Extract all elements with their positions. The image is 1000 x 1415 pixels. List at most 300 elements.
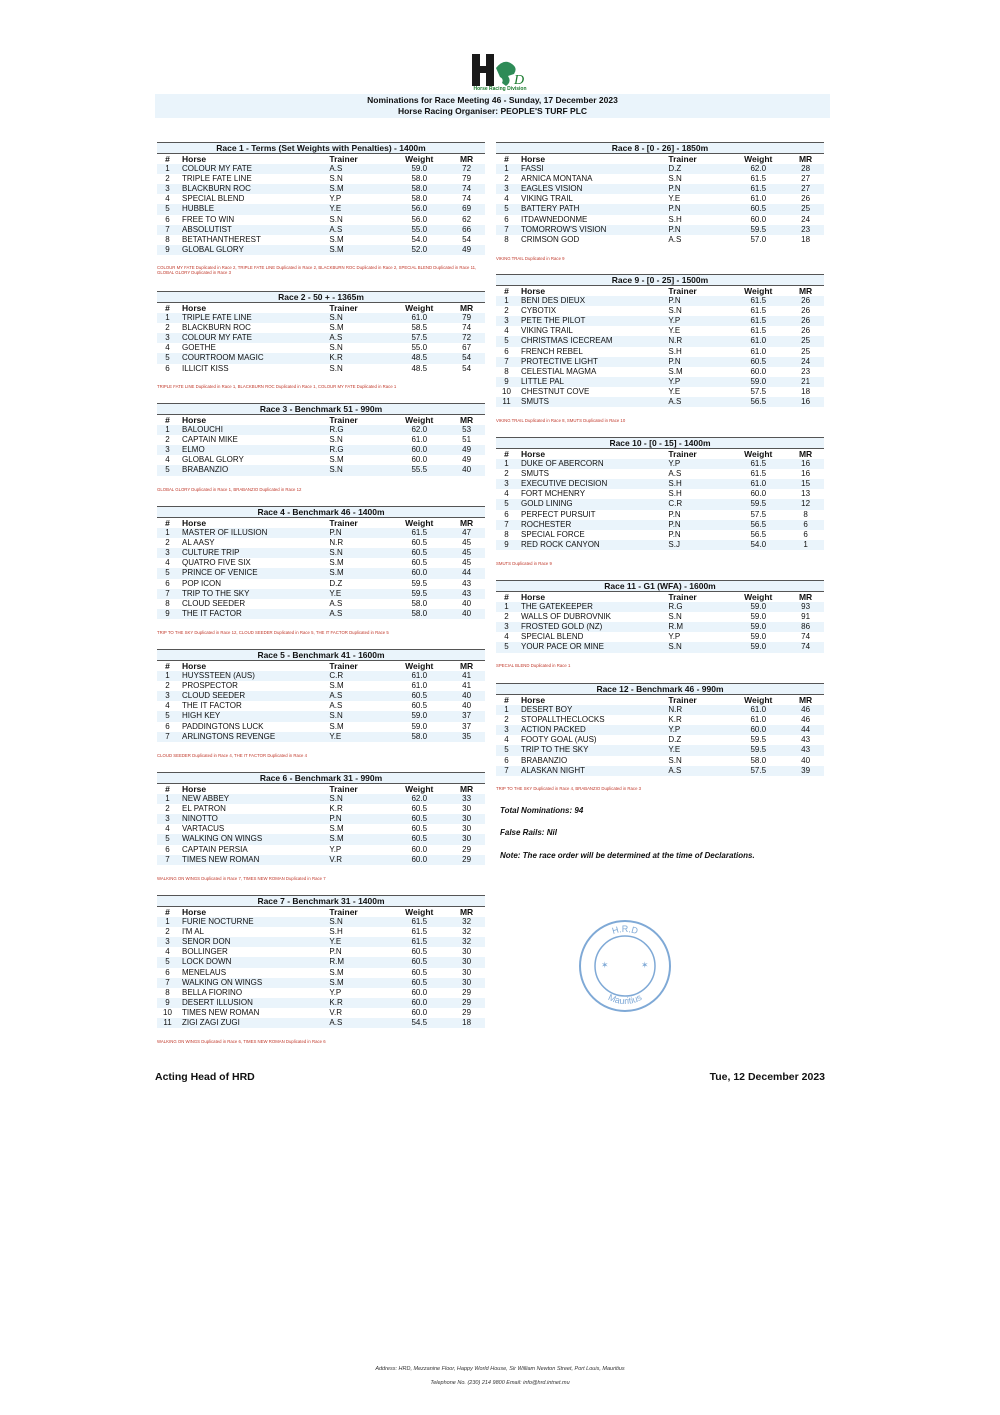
horse-name: FREE TO WIN — [182, 214, 235, 224]
horse-name: TRIPLE FATE LINE — [182, 174, 252, 184]
horse-name: COLOUR MY FATE — [178, 333, 329, 343]
mr: 15 — [787, 479, 824, 489]
entry-number: 4 — [165, 947, 170, 957]
column-header: Trainer — [329, 518, 358, 528]
entry-number: 9 — [496, 377, 517, 387]
trainer: A.S — [329, 609, 390, 619]
horse-name: DESERT BOY — [517, 705, 668, 715]
table-row — [157, 917, 485, 927]
entry-number: 2 — [165, 323, 170, 333]
duplicate-note: TRIPLE FATE LINE Duplicated in Race 1, BLACKBURN ROC Duplicated in Race 1, COLOUR MY FATE Duplicated in Race 1 — [157, 384, 397, 389]
horse-name: FASSI — [517, 164, 668, 174]
table-row — [157, 824, 485, 834]
weight: 60.5 — [411, 967, 428, 977]
column-header-row — [496, 449, 824, 459]
column-header: MR — [459, 154, 474, 164]
column-header-row — [157, 907, 485, 917]
mr: 44 — [448, 568, 485, 578]
trainer: K.R — [329, 804, 343, 814]
horse-name: ALASKAN NIGHT — [517, 766, 668, 776]
horse-name: VIKING TRAIL — [521, 194, 573, 204]
mr: 26 — [787, 296, 824, 306]
mr: 37 — [462, 721, 472, 731]
column-header: MR — [798, 695, 813, 705]
column-header: Horse — [521, 286, 546, 296]
weight: 59.0 — [390, 164, 448, 174]
entry-number: 1 — [157, 313, 178, 323]
horse-name: VARTACUS — [182, 824, 225, 834]
mr: 25 — [801, 346, 811, 356]
horse-name: EXECUTIVE DECISION — [517, 479, 668, 489]
table-row — [157, 609, 485, 619]
table-row — [496, 204, 824, 214]
mr: 39 — [787, 766, 824, 776]
entry-number: 1 — [496, 602, 517, 612]
trainer: Y.P — [668, 632, 681, 642]
horse-name: ELMO — [178, 445, 329, 455]
horse-name: MASTER OF ILLUSION — [178, 528, 329, 538]
trainer: P.N — [668, 509, 681, 519]
horse-name: DUKE OF ABERCORN — [517, 459, 668, 469]
trainer: A.S — [329, 691, 390, 701]
horse-name: QUATRO FIVE SIX — [182, 558, 251, 568]
duplicate-note: VIKING TRAIL Duplicated in Race 9 — [496, 256, 565, 261]
weight: 56.5 — [750, 529, 767, 539]
mr: 21 — [787, 377, 824, 387]
table-row — [157, 194, 485, 204]
weight: 60.5 — [390, 814, 448, 824]
trainer: S.J — [668, 540, 729, 550]
entry-number: 3 — [496, 725, 517, 735]
column-header-row — [157, 154, 485, 164]
trainer: Y.E — [329, 732, 390, 742]
entry-number: 8 — [504, 234, 509, 244]
mr: 43 — [462, 578, 472, 588]
horse-name: TOMORROW'S VISION — [517, 225, 668, 235]
trainer: S.N — [668, 642, 729, 652]
trainer: P.N — [668, 184, 729, 194]
mr: 53 — [448, 425, 485, 435]
mr: 51 — [462, 435, 472, 445]
entry-number: 3 — [157, 548, 178, 558]
entry-number: 9 — [496, 540, 517, 550]
horse-name: WALLS OF DUBROVNIK — [521, 612, 611, 622]
mr: 1 — [787, 540, 824, 550]
column-header: Horse — [521, 695, 546, 705]
entry-number: 3 — [157, 937, 178, 947]
hrd-stamp — [577, 918, 673, 1014]
trainer: C.R — [668, 499, 729, 509]
mr: 41 — [462, 681, 472, 691]
mr: 29 — [462, 1007, 472, 1017]
mr: 26 — [801, 326, 811, 336]
mr: 29 — [462, 987, 472, 997]
weight: 60.0 — [411, 987, 428, 997]
column-header: Weight — [405, 303, 434, 313]
mr: 49 — [448, 245, 485, 255]
horse-name: YOUR PACE OR MINE — [517, 642, 668, 652]
weight: 61.0 — [750, 715, 767, 725]
weight: 61.5 — [729, 459, 787, 469]
weight: 54.5 — [390, 1018, 448, 1028]
trainer: Y.E — [329, 589, 390, 599]
column-header: Trainer — [329, 154, 358, 164]
trainer: D.Z — [329, 578, 343, 588]
duplicate-note: CLOUD SEEDER Duplicated in Race 4, THE IT FACTOR Duplicated in Race 4 — [157, 753, 307, 758]
trainer: K.R — [329, 998, 390, 1008]
stamp-top-text: H.R.D — [610, 924, 640, 936]
entry-number: 7 — [157, 732, 178, 742]
trainer: Y.P — [329, 194, 342, 204]
weight: 61.0 — [729, 705, 787, 715]
weight: 56.0 — [411, 214, 428, 224]
entry-number: 5 — [157, 465, 178, 475]
column-header: Trainer — [668, 695, 697, 705]
trainer: S.N — [329, 548, 390, 558]
weight: 62.0 — [729, 164, 787, 174]
trainer: D.Z — [668, 164, 729, 174]
entry-number: 5 — [496, 204, 517, 214]
weight: 60.5 — [411, 804, 428, 814]
weight: 61.5 — [729, 316, 787, 326]
entry-number: 6 — [504, 346, 509, 356]
column-header: Weight — [744, 449, 773, 459]
table-row — [157, 568, 485, 578]
mr: 25 — [787, 204, 824, 214]
table-row — [496, 235, 824, 245]
weight: 60.0 — [411, 455, 428, 465]
mr: 40 — [801, 755, 811, 765]
entry-number: 1 — [157, 164, 178, 174]
weight: 58.0 — [411, 194, 428, 204]
entry-number: 2 — [165, 681, 170, 691]
trainer: K.R — [668, 715, 682, 725]
horse-name: THE IT FACTOR — [182, 701, 242, 711]
column-header: Trainer — [668, 286, 697, 296]
weight: 60.0 — [750, 366, 767, 376]
race-order-note: Note: The race order will be determined at the time of Declarations. — [500, 851, 755, 860]
table-row — [157, 455, 485, 465]
mr: 30 — [462, 947, 472, 957]
column-header: Horse — [521, 592, 546, 602]
trainer: S.M — [329, 568, 390, 578]
column-header: # — [504, 286, 509, 296]
mr: 62 — [462, 214, 472, 224]
trainer: S.N — [668, 306, 682, 316]
stamp-bottom-text: Mauritius — [606, 992, 644, 1007]
horse-name: STOPALLTHECLOCKS — [521, 715, 605, 725]
horse-name: BRABANZIO — [521, 755, 568, 765]
trainer: S.N — [329, 794, 390, 804]
mr: 32 — [448, 937, 485, 947]
entry-number: 3 — [496, 316, 517, 326]
table-row — [157, 333, 485, 343]
trainer: S.M — [329, 234, 344, 244]
trainer: A.S — [668, 766, 729, 776]
column-header: Weight — [744, 592, 773, 602]
horse-name: WALKING ON WINGS — [178, 834, 329, 844]
trainer: R.G — [668, 602, 729, 612]
weight: 48.5 — [411, 363, 428, 373]
horse-name: CHRISTMAS ICECREAM — [517, 336, 668, 346]
weight: 60.5 — [390, 548, 448, 558]
entry-number: 6 — [504, 755, 509, 765]
svg-text:✶: ✶ — [641, 960, 649, 970]
horse-name: ARNICA MONTANA — [521, 174, 593, 184]
trainer: R.G — [329, 445, 390, 455]
race-title: Race 11 - G1 (WFA) - 1600m — [496, 580, 824, 592]
horse-name: CLOUD SEEDER — [178, 691, 329, 701]
horse-name: ROCHESTER — [517, 520, 668, 530]
horse-name: SMUTS — [517, 397, 668, 407]
trainer: R.M — [329, 957, 390, 967]
entry-number: 1 — [496, 705, 517, 715]
trainer: Y.P — [668, 725, 729, 735]
column-header: Weight — [405, 907, 434, 917]
mr: 46 — [801, 715, 811, 725]
weight: 60.5 — [411, 824, 428, 834]
horse-name: SMUTS — [521, 469, 550, 479]
entry-number: 6 — [165, 844, 170, 854]
column-header: MR — [798, 449, 813, 459]
horse-name: GLOBAL GLORY — [182, 455, 244, 465]
trainer: S.M — [329, 824, 344, 834]
horse-name: PADDINGTONS LUCK — [182, 721, 264, 731]
mr: 54 — [462, 363, 472, 373]
trainer: P.N — [329, 947, 342, 957]
column-header: Weight — [744, 695, 773, 705]
mr: 6 — [787, 520, 824, 530]
mr: 32 — [448, 917, 485, 927]
duplicate-note: VIKING TRAIL Duplicated in Race 8, SMUTS Duplicated in Race 10 — [496, 418, 626, 423]
column-header: # — [165, 415, 170, 425]
race-1-table — [157, 142, 485, 255]
entry-number: 5 — [496, 745, 517, 755]
entry-number: 7 — [496, 357, 517, 367]
horse-name: BRABANZIO — [178, 465, 329, 475]
trainer: P.N — [668, 225, 729, 235]
horse-name: PETE THE PILOT — [517, 316, 668, 326]
race-title: Race 4 - Benchmark 46 - 1400m — [157, 506, 485, 518]
horse-name: TRIPLE FATE LINE — [178, 313, 329, 323]
mr: 29 — [462, 844, 472, 854]
trainer: Y.E — [329, 204, 390, 214]
duplicate-note: TRIP TO THE SKY Duplicated in Race 4, BRABANZIO Duplicated in Race 3 — [496, 786, 642, 791]
table-row — [157, 978, 485, 988]
table-row — [157, 845, 485, 855]
table-row — [157, 681, 485, 691]
mr: 74 — [462, 323, 472, 333]
entry-number: 1 — [496, 296, 517, 306]
table-row — [496, 499, 824, 509]
column-header: # — [504, 695, 509, 705]
entry-number: 4 — [165, 558, 170, 568]
mr: 27 — [787, 184, 824, 194]
column-header: Weight — [405, 154, 434, 164]
entry-number: 4 — [165, 701, 170, 711]
entry-number: 5 — [157, 204, 178, 214]
horse-name: CHESTNUT COVE — [521, 386, 590, 396]
trainer: Y.P — [668, 377, 729, 387]
horse-name: VIKING TRAIL — [521, 326, 573, 336]
trainer: P.N — [668, 520, 729, 530]
table-row — [496, 530, 824, 540]
horse-name: CRIMSON GOD — [521, 234, 580, 244]
race-title: Race 9 - [0 - 25] - 1500m — [496, 274, 824, 286]
weight: 60.0 — [750, 214, 767, 224]
column-header: Trainer — [668, 449, 697, 459]
column-header: MR — [459, 907, 474, 917]
column-header: Weight — [405, 784, 434, 794]
entry-number: 4 — [165, 194, 170, 204]
trainer: S.N — [668, 174, 682, 184]
horse-name: PROSPECTOR — [182, 681, 238, 691]
table-row — [496, 705, 824, 715]
mr: 72 — [448, 164, 485, 174]
weight: 61.0 — [750, 346, 767, 356]
weight: 60.5 — [729, 357, 787, 367]
table-row — [157, 701, 485, 711]
horse-name: HIGH KEY — [178, 711, 329, 721]
horse-name: BENI DES DIEUX — [517, 296, 668, 306]
trainer: S.M — [329, 967, 344, 977]
weight: 60.0 — [729, 725, 787, 735]
table-row — [496, 164, 824, 174]
weight: 60.5 — [390, 691, 448, 701]
entry-number: 7 — [157, 589, 178, 599]
table-row — [496, 766, 824, 776]
table-row — [496, 326, 824, 336]
column-header: MR — [459, 518, 474, 528]
horse-name: ITDAWNEDONME — [521, 214, 588, 224]
table-row — [157, 968, 485, 978]
trainer: C.R — [329, 671, 390, 681]
entry-number: 3 — [496, 184, 517, 194]
mr: 45 — [448, 548, 485, 558]
horse-name: DESERT ILLUSION — [178, 998, 329, 1008]
mr: 6 — [803, 529, 808, 539]
mr: 25 — [787, 336, 824, 346]
horse-name: BOLLINGER — [182, 947, 228, 957]
horse-name: SPECIAL BLEND — [521, 632, 584, 642]
table-row — [157, 855, 485, 865]
race-title: Race 5 - Benchmark 41 - 1600m — [157, 649, 485, 661]
mr: 93 — [787, 602, 824, 612]
race-title: Race 10 - [0 - 15] - 1400m — [496, 437, 824, 449]
weight: 60.0 — [390, 445, 448, 455]
table-row — [496, 510, 824, 520]
mr: 74 — [801, 632, 811, 642]
entry-number: 5 — [157, 834, 178, 844]
horse-name: CELESTIAL MAGMA — [521, 366, 597, 376]
weight: 58.0 — [390, 184, 448, 194]
weight: 58.0 — [390, 732, 448, 742]
entry-number: 7 — [157, 855, 178, 865]
column-header: Weight — [744, 154, 773, 164]
table-row — [157, 225, 485, 235]
weight: 60.5 — [411, 701, 428, 711]
race-title: Race 12 - Benchmark 46 - 990m — [496, 683, 824, 695]
mr: 69 — [448, 204, 485, 214]
table-row — [157, 425, 485, 435]
mr: 18 — [801, 234, 811, 244]
mr: 74 — [462, 194, 472, 204]
mr: 37 — [448, 711, 485, 721]
entry-number: 4 — [504, 489, 509, 499]
trainer: S.N — [329, 214, 343, 224]
trainer: S.N — [329, 435, 343, 445]
mr: 30 — [462, 824, 472, 834]
table-row — [157, 834, 485, 844]
table-row — [496, 642, 824, 652]
horse-name: CLOUD SEEDER — [182, 598, 246, 608]
trainer: P.N — [329, 814, 390, 824]
horse-name: GOLD LINING — [517, 499, 668, 509]
column-header: Horse — [182, 415, 207, 425]
trainer: P.N — [668, 357, 729, 367]
table-row — [496, 745, 824, 755]
weight: 54.0 — [411, 234, 428, 244]
mr: 28 — [787, 164, 824, 174]
entry-number: 4 — [504, 194, 509, 204]
column-header-row — [157, 518, 485, 528]
weight: 60.0 — [390, 568, 448, 578]
trainer: P.N — [668, 296, 729, 306]
column-header: Trainer — [668, 154, 697, 164]
weight: 59.0 — [729, 602, 787, 612]
weight: 58.0 — [411, 598, 428, 608]
table-row — [496, 735, 824, 745]
mr: 30 — [462, 967, 472, 977]
trainer: A.S — [668, 469, 682, 479]
mr: 24 — [801, 214, 811, 224]
entry-number: 3 — [157, 445, 178, 455]
entry-number: 2 — [165, 804, 170, 814]
table-row — [496, 459, 824, 469]
entry-number: 2 — [165, 927, 170, 937]
weight: 60.0 — [411, 1007, 428, 1017]
entry-number: 8 — [165, 234, 170, 244]
entry-number: 11 — [157, 1018, 178, 1028]
horse-name: CAPTAIN MIKE — [182, 435, 238, 445]
trainer: N.R — [668, 705, 729, 715]
table-row — [496, 756, 824, 766]
mr: 47 — [448, 528, 485, 538]
weight: 59.0 — [729, 622, 787, 632]
horse-name: FOOTY GOAL (AUS) — [521, 735, 597, 745]
mr: 13 — [801, 489, 811, 499]
trainer: S.M — [329, 184, 390, 194]
weight: 58.5 — [411, 323, 428, 333]
horse-name: ZIGI ZAGI ZUGI — [178, 1018, 329, 1028]
logo-subtitle: Horse Racing Division — [473, 86, 527, 92]
table-row — [496, 715, 824, 725]
trainer: S.N — [329, 363, 343, 373]
mr: 16 — [787, 397, 824, 407]
entry-number: 10 — [502, 386, 511, 396]
weight: 59.0 — [750, 632, 767, 642]
mr: 40 — [448, 609, 485, 619]
total-nominations: Total Nominations: 94 — [500, 806, 584, 815]
race-8-table — [496, 142, 824, 245]
mr: 86 — [787, 622, 824, 632]
weight: 61.5 — [729, 296, 787, 306]
entry-number: 6 — [165, 967, 170, 977]
mr: 26 — [801, 194, 811, 204]
entry-number: 11 — [496, 397, 517, 407]
table-row — [157, 794, 485, 804]
table-row — [157, 445, 485, 455]
